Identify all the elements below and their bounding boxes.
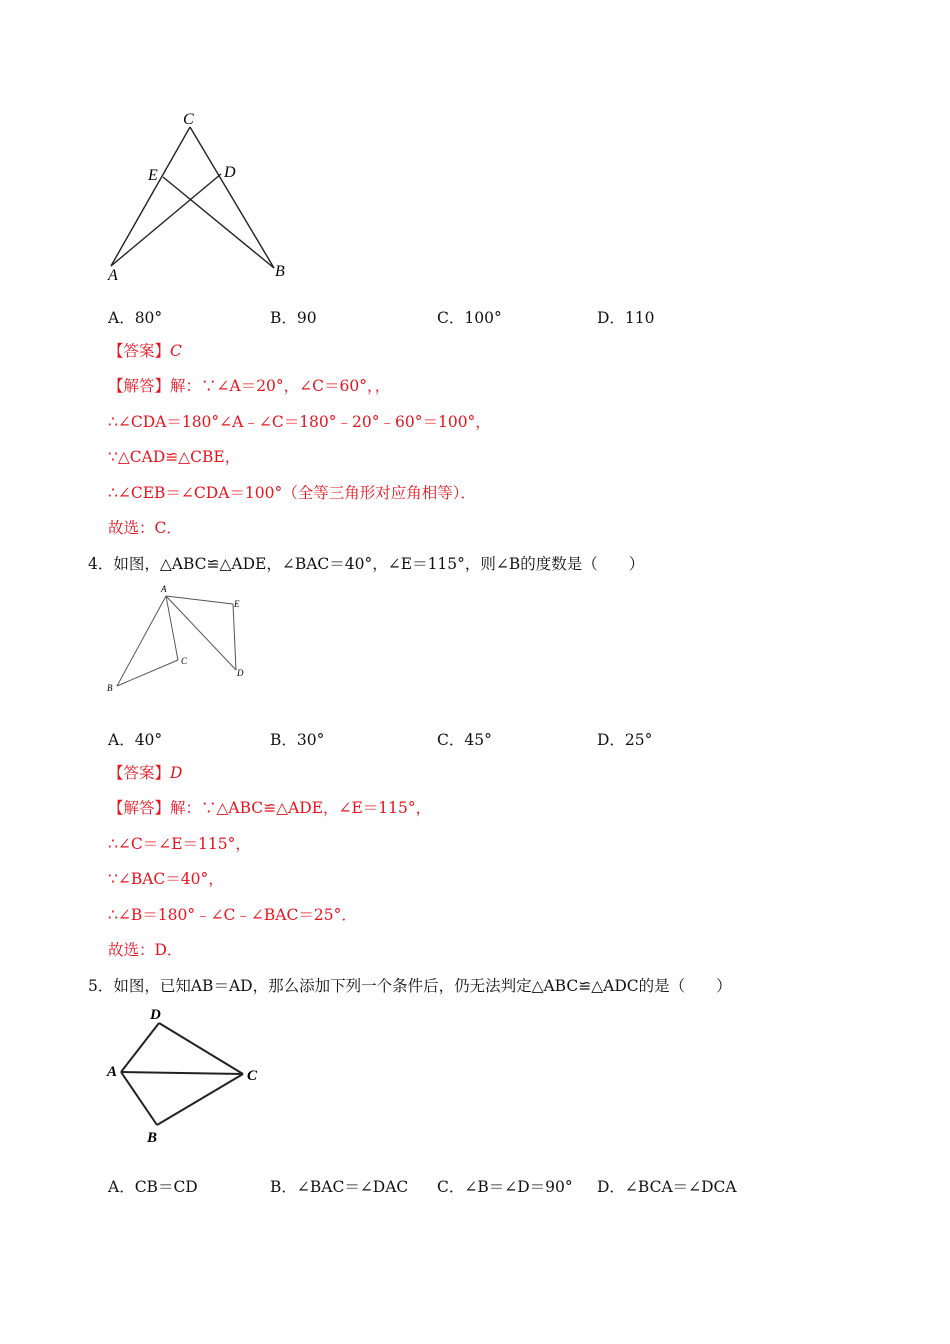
q3-answer bbox=[108, 341, 182, 361]
q3-figure bbox=[100, 108, 300, 288]
q3-solution-line-3: ∵△CAD≌△CBE， bbox=[108, 448, 241, 466]
q5-option-b: B．∠BAC＝∠DAC bbox=[270, 1178, 409, 1196]
q4-answer-value: D bbox=[170, 764, 183, 782]
q3-label-c: C bbox=[183, 111, 194, 128]
q4-solution-line-3: ∵∠BAC＝40°， bbox=[108, 870, 224, 888]
q3-solution-text: 解：∵∠A＝20°，∠C＝60°，， bbox=[170, 377, 391, 395]
q5-option-d: D．∠BCA＝∠DCA bbox=[597, 1178, 737, 1196]
q3-label-d: D bbox=[224, 164, 236, 181]
q3-answer-value: C bbox=[170, 342, 182, 360]
q5-label-a: A bbox=[107, 1064, 118, 1080]
q4-label-a: A bbox=[161, 584, 167, 594]
q4-answer bbox=[108, 763, 182, 783]
q4-label-b: B bbox=[107, 683, 113, 693]
q4-option-a: A．40° bbox=[108, 731, 163, 749]
q4-solution-line-4: ∴∠B＝180°﹣∠C﹣∠BAC＝25°． bbox=[108, 906, 357, 924]
q5-label-b: B bbox=[147, 1130, 158, 1146]
q3-solution-line-1 bbox=[108, 376, 390, 396]
q4-label-c: C bbox=[181, 656, 188, 666]
q4-label-d: D bbox=[237, 668, 244, 678]
q4-solution-line-1 bbox=[108, 798, 431, 818]
q3-option-d: D．110 bbox=[597, 309, 655, 327]
q3-option-c: C．100° bbox=[437, 309, 502, 327]
q4-answer-tag: 【答案】 bbox=[108, 764, 171, 782]
q3-label-a: A bbox=[108, 267, 118, 284]
q4-solution-tag: 【解答】 bbox=[108, 799, 171, 817]
q3-label-b: B bbox=[275, 263, 285, 280]
q4-option-d: D．25° bbox=[597, 731, 653, 749]
q4-label-e: E bbox=[234, 599, 240, 609]
q3-option-a: A．80° bbox=[108, 309, 163, 327]
q5-option-c: C．∠B＝∠D＝90° bbox=[437, 1178, 573, 1196]
q3-solution-line-4: ∴∠CEB＝∠CDA＝100°（全等三角形对应角相等）． bbox=[108, 484, 476, 502]
q5-stem: 5．如图，已知AB＝AD，那么添加下列一个条件后，仍无法判定△ABC≌△ADC的是（ ） bbox=[88, 977, 732, 995]
q3-answer-tag: 【答案】 bbox=[108, 342, 171, 360]
q3-solution-tag: 【解答】 bbox=[108, 377, 171, 395]
q3-solution-line-5: 故选：C． bbox=[108, 519, 182, 537]
q5-label-c: C bbox=[247, 1068, 258, 1084]
q4-stem: 4．如图，△ABC≌△ADE，∠BAC＝40°，∠E＝115°，则∠B的度数是（ ） bbox=[88, 555, 645, 573]
q4-solution-line-5: 故选：D． bbox=[108, 941, 183, 959]
q3-option-b: B．90 bbox=[270, 309, 317, 327]
q4-solution-text: 解：∵△ABC≌△ADE，∠E＝115°， bbox=[170, 799, 432, 817]
q4-solution-line-2: ∴∠C＝∠E＝115°， bbox=[108, 835, 251, 853]
q5-figure bbox=[100, 1000, 270, 1150]
q4-figure bbox=[100, 582, 260, 694]
q5-label-d: D bbox=[150, 1007, 161, 1023]
q4-option-c: C．45° bbox=[437, 731, 492, 749]
q3-label-e: E bbox=[148, 167, 158, 184]
q4-option-b: B．30° bbox=[270, 731, 325, 749]
q3-solution-line-2: ∴∠CDA＝180°∠A﹣∠C＝180°﹣20°﹣60°＝100°， bbox=[108, 413, 491, 431]
q5-option-a: A．CB＝CD bbox=[108, 1178, 198, 1196]
